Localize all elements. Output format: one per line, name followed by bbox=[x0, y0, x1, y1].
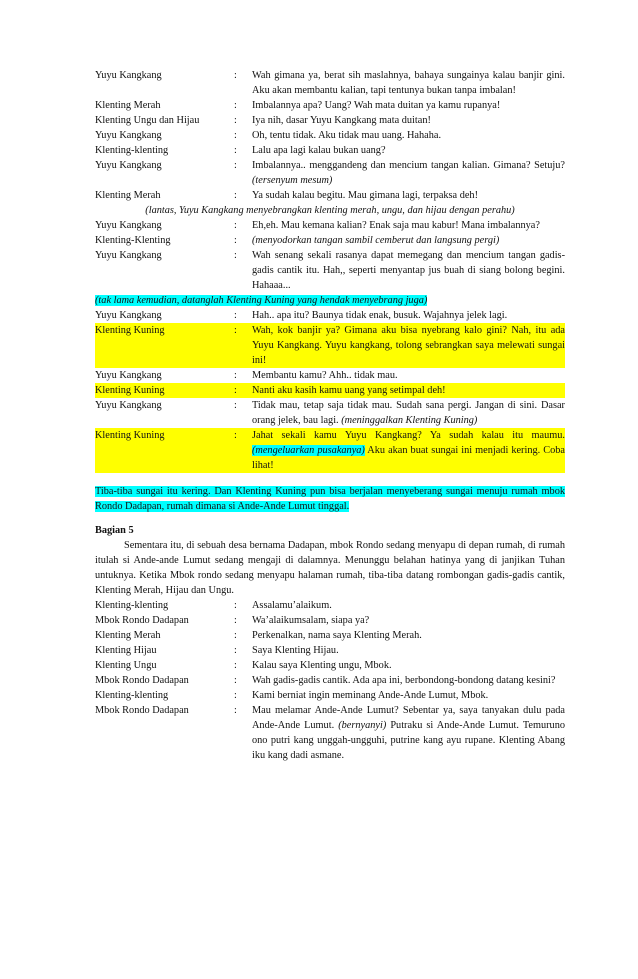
speaker-name: Klenting Ungu bbox=[95, 660, 157, 671]
dialogue-text bbox=[252, 398, 565, 428]
colon: : bbox=[234, 130, 237, 141]
stage-direction: (tersenyum mesum) bbox=[252, 175, 333, 186]
dialogue-text: Assalamu’alaikum. bbox=[252, 600, 332, 611]
dialogue-text-part: Jahat sekali kamu Yuyu Kangkang? Ya sudah kalau itu maumu. bbox=[252, 430, 565, 441]
dialogue-text: Ya sudah kalau begitu. Mau gimana lagi, terpaksa deh! bbox=[252, 190, 478, 201]
dialogue-line-highlighted bbox=[95, 383, 565, 398]
dialogue-line bbox=[95, 188, 565, 203]
spacer bbox=[95, 473, 565, 484]
dialogue-line bbox=[95, 703, 565, 763]
colon: : bbox=[234, 190, 237, 201]
dialogue-text-part: Mau melamar Ande-Ande Lumut? Sebentar ya, saya tanyakan dulu pada Ande-Ande Lumut. bbox=[252, 705, 565, 731]
dialogue-text: Kalau saya Klenting ungu, Mbok. bbox=[252, 660, 392, 671]
colon: : bbox=[234, 675, 237, 686]
colon: : bbox=[234, 325, 237, 336]
dialogue-line bbox=[95, 688, 565, 703]
colon: : bbox=[234, 100, 237, 111]
dialogue-text-part: Imbalannya.. menggandeng dan mencium tangan kalian. Gimana? Setuju? bbox=[252, 160, 565, 171]
dialogue-line bbox=[95, 598, 565, 613]
dialogue-line bbox=[95, 233, 565, 248]
stage-direction: (menyodorkan tangan sambil cemberut dan langsung pergi) bbox=[252, 235, 500, 246]
dialogue-text: Hah.. apa itu? Baunya tidak enak, busuk. Wajahnya jelek lagi. bbox=[252, 310, 508, 321]
narration-paragraph bbox=[95, 484, 565, 514]
dialogue-line bbox=[95, 658, 565, 673]
speaker-name: Klenting-klenting bbox=[95, 690, 169, 701]
dialogue-text: Wa’alaikumsalam, siapa ya? bbox=[252, 615, 370, 626]
colon: : bbox=[234, 115, 237, 126]
dialogue-line bbox=[95, 613, 565, 628]
stage-direction: (meninggalkan Klenting Kuning) bbox=[341, 415, 478, 426]
dialogue-line bbox=[95, 308, 565, 323]
speaker-name: Klenting-klenting bbox=[95, 600, 169, 611]
section-heading: Bagian 5 bbox=[95, 525, 134, 536]
dialogue-line bbox=[95, 68, 565, 98]
colon: : bbox=[234, 690, 237, 701]
speaker-name: Yuyu Kangkang bbox=[95, 400, 162, 411]
dialogue-text: Iya nih, dasar Yuyu Kangkang mata duitan! bbox=[252, 115, 431, 126]
dialogue-text-part: Putraku si Ande-Ande Lumut. Temuruno ono putri kang unggah-ungguhi, putrine kang ayu rupane. Klenting Abang iku kang dadi asmane. bbox=[252, 720, 565, 761]
dialogue-text bbox=[252, 428, 565, 473]
colon: : bbox=[234, 310, 237, 321]
colon: : bbox=[234, 160, 237, 171]
dialogue-line bbox=[95, 398, 565, 428]
dialogue-line bbox=[95, 628, 565, 643]
stage-direction-line: (lantas, Yuyu Kangkang menyebrangkan klenting merah, ungu, dan hijau dengan perahu) bbox=[145, 205, 515, 216]
stage-direction-line bbox=[95, 293, 565, 308]
speaker-name: Yuyu Kangkang bbox=[95, 160, 162, 171]
stage-direction: (mengeluarkan pusakanya) bbox=[252, 445, 365, 456]
colon: : bbox=[234, 645, 237, 656]
speaker-name: Klenting Hijau bbox=[95, 645, 157, 656]
speaker-name: Klenting Merah bbox=[95, 190, 161, 201]
speaker-name: Klenting Kuning bbox=[95, 430, 165, 441]
dialogue-line bbox=[95, 248, 565, 293]
dialogue-line bbox=[95, 143, 565, 158]
dialogue-text: Kami berniat ingin meminang Ande-Ande Lumut, Mbok. bbox=[252, 690, 489, 701]
dialogue-line-highlighted bbox=[95, 323, 565, 368]
dialogue-text bbox=[252, 158, 565, 188]
document-page bbox=[95, 68, 565, 763]
speaker-name: Yuyu Kangkang bbox=[95, 130, 162, 141]
speaker-name: Yuyu Kangkang bbox=[95, 250, 162, 261]
colon: : bbox=[234, 630, 237, 641]
dialogue-line bbox=[95, 673, 565, 688]
dialogue-text: Wah, kok banjir ya? Gimana aku bisa nyebrang kalo gini? Nah, itu ada Yuyu Kangkang. Yuyu kangkang, tolong sebrangkan saya melewati sungai ini! bbox=[252, 325, 565, 366]
highlighted-narration: Tiba-tiba sungai itu kering. Dan Klenting Kuning pun bisa berjalan menyeberang sungai menuju rumah mbok Rondo Dadapan, rumah dimana si Ande-Ande Lumut tinggal. bbox=[95, 486, 565, 512]
dialogue-line bbox=[95, 158, 565, 188]
colon: : bbox=[234, 615, 237, 626]
dialogue-text: Membantu kamu? Ahh.. tidak mau. bbox=[252, 370, 398, 381]
dialogue-text: Oh, tentu tidak. Aku tidak mau uang. Hahaha. bbox=[252, 130, 442, 141]
dialogue-text: Perkenalkan, nama saya Klenting Merah. bbox=[252, 630, 422, 641]
colon: : bbox=[234, 145, 237, 156]
dialogue-text-part: Tidak mau, tetap saja tidak mau. Sudah sana pergi. Jangan di sini. Dasar orang jelek, bau lagi. bbox=[252, 400, 565, 426]
dialogue-text: Eh,eh. Mau kemana kalian? Enak saja mau kabur! Mana imbalannya? bbox=[252, 220, 540, 231]
dialogue-text: Nanti aku kasih kamu uang yang setimpal deh! bbox=[252, 385, 446, 396]
dialogue-text-part: Aku akan buat sungai ini menjadi kering. Coba lihat! bbox=[252, 445, 565, 471]
dialogue-line bbox=[95, 218, 565, 233]
colon: : bbox=[234, 70, 237, 81]
stage-direction: (bernyanyi) bbox=[338, 720, 387, 731]
dialogue-text: Imbalannya apa? Uang? Wah mata duitan ya kamu rupanya! bbox=[252, 100, 501, 111]
colon: : bbox=[234, 220, 237, 231]
speaker-name: Klenting Kuning bbox=[95, 385, 165, 396]
colon: : bbox=[234, 235, 237, 246]
dialogue-text: Wah senang sekali rasanya dapat memegang dan mencium tangan gadis-gadis cantik itu. Hah,, seperti menyantap jus buah di siang bolong begini. Hahaaa... bbox=[252, 250, 565, 291]
colon: : bbox=[234, 370, 237, 381]
speaker-name: Yuyu Kangkang bbox=[95, 70, 162, 81]
colon: : bbox=[234, 400, 237, 411]
dialogue-line bbox=[95, 643, 565, 658]
speaker-name: Klenting-Klenting bbox=[95, 235, 171, 246]
speaker-name: Klenting-klenting bbox=[95, 145, 169, 156]
dialogue-line bbox=[95, 128, 565, 143]
dialogue-line bbox=[95, 98, 565, 113]
speaker-name: Mbok Rondo Dadapan bbox=[95, 705, 189, 716]
speaker-name: Yuyu Kangkang bbox=[95, 220, 162, 231]
colon: : bbox=[234, 705, 237, 716]
speaker-name: Yuyu Kangkang bbox=[95, 310, 162, 321]
dialogue-text: Lalu apa lagi kalau bukan uang? bbox=[252, 145, 386, 156]
dialogue-line bbox=[95, 368, 565, 383]
dialogue-text: Wah gimana ya, berat sih maslahnya, bahaya sungainya kalau banjir gini. Aku akan membantu kalian, tapi tentunya bukan tanpa imbalan! bbox=[252, 70, 565, 96]
speaker-name: Mbok Rondo Dadapan bbox=[95, 615, 189, 626]
narration-paragraph: Sementara itu, di sebuah desa bernama Dadapan, mbok Rondo sedang menyapu di depan rumah, di rumah itulah si Ande-ande Lumut sedang mengaji di dalamnya. Menunggu belahan hatinya yang di janjikan Tuhan untuknya. Ketika Mbok rondo sedang menyapu halaman rumah, tiba-tiba datang rombongan gadis-gadis cantik, Klenting Merah, Hijau dan Ungu. bbox=[95, 540, 565, 596]
speaker-name: Klenting Merah bbox=[95, 100, 161, 111]
colon: : bbox=[234, 385, 237, 396]
highlighted-stage-direction: (tak lama kemudian, datanglah Klenting Kuning yang hendak menyebrang juga) bbox=[95, 295, 428, 306]
speaker-name: Klenting Ungu dan Hijau bbox=[95, 115, 200, 126]
dialogue-line-highlighted bbox=[95, 428, 565, 473]
colon: : bbox=[234, 430, 237, 441]
colon: : bbox=[234, 660, 237, 671]
dialogue-text: Wah gadis-gadis cantik. Ada apa ini, berbondong-bondong datang kesini? bbox=[252, 675, 556, 686]
dialogue-text: Saya Klenting Hijau. bbox=[252, 645, 339, 656]
speaker-name: Klenting Kuning bbox=[95, 325, 165, 336]
speaker-name: Yuyu Kangkang bbox=[95, 370, 162, 381]
dialogue-text bbox=[252, 703, 565, 763]
speaker-name: Klenting Merah bbox=[95, 630, 161, 641]
colon: : bbox=[234, 250, 237, 261]
dialogue-line bbox=[95, 113, 565, 128]
speaker-name: Mbok Rondo Dadapan bbox=[95, 675, 189, 686]
colon: : bbox=[234, 600, 237, 611]
